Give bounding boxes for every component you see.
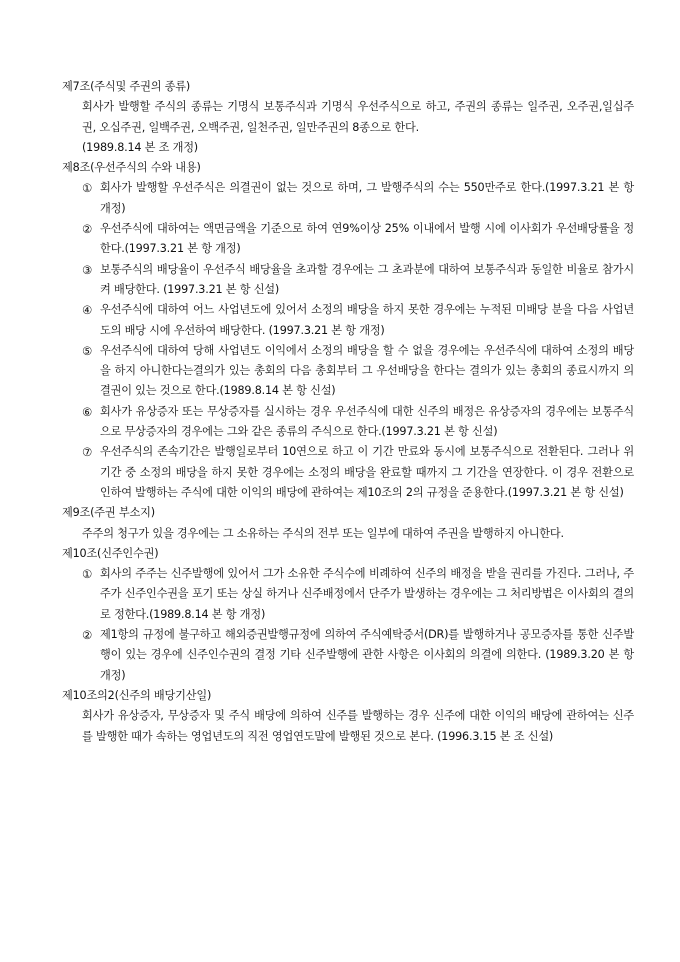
article-10-2 [62, 686, 634, 747]
clause-number: ② [82, 222, 93, 237]
clause-item [82, 402, 634, 443]
clause-number: ⑤ [82, 343, 93, 358]
article-body-text: 회사가 유상증자, 무상증자 및 주식 배당에 의하여 신주를 발행하는 경우 신주에 대한 이익의 배당에 관하여는 신주를 발행한 때가 속하는 영업년도의 직전 영업연도말에 발행된 것으로 본다. (1996.3.15 본 조 신설) [82, 709, 634, 743]
clause-text: 우선주식에 대하여 어느 사업년도에 있어서 소정의 배당을 하지 못한 경우에는 누적된 미배당 분을 다음 사업년도의 배당 시에 우선하여 배당한다. (1997.3.21 본 항 개정) [100, 303, 634, 337]
clause-text: 우선주식의 존속기간은 발행일로부터 10연으로 하고 이 기간 만료와 동시에 보통주식으로 전환된다. 그러나 위 기간 중 소정의 배당을 하지 못한 경우에는 소정의 배당을 완료할 때까지 그 기간을 연장한다. 이 경우 전환으로 인하여 발행하는 주식에 대한 이익의 배당에 관하여는 제10조의 2의 규정을 준용한다.(1997.3.21 본 항 신설) [100, 445, 634, 499]
clause-item [82, 564, 634, 625]
articles-of-incorporation-text [62, 77, 634, 747]
article-body-text: 회사가 발행할 주식의 종류는 기명식 보통주식과 기명식 우선주식으로 하고, 주권의 종류는 일주권, 오주권,일십주권, 오십주권, 일백주권, 오백주권, 일천주권, 일만주권의 8종으로 한다. [82, 100, 634, 134]
article-7 [62, 77, 634, 158]
clause-item [82, 300, 634, 341]
clause-item [82, 625, 634, 686]
clause-number: ③ [82, 262, 93, 277]
clause-text: 보통주식의 배당율이 우선주식 배당율을 초과할 경우에는 그 초과분에 대하여 보통주식과 동일한 비율로 참가시켜 배당한다. (1997.3.21 본 항 신설) [100, 262, 634, 296]
article-heading: 제10조(신주인수권) [62, 546, 159, 560]
clause-item [82, 260, 634, 301]
article-heading: 제7조(주식및 주권의 종류) [62, 80, 191, 93]
clause-text: 우선주식에 대하여 당해 사업년도 이익에서 소정의 배당을 할 수 없을 경우에는 우선주식에 대하여 소정의 배당을 하지 아니한다는결의가 있는 총회의 다음 총회부터 그 우선배당을 한다는 결의가 있는 총회의 종료시까지 의결권이 있는 것으로 한다.(1989.8.14 본 항 신설) [100, 343, 634, 398]
clause-number: ① [82, 567, 93, 582]
clause-text: 우선주식에 대하여는 액면금액을 기준으로 하여 연9%이상 25% 이내에서 발행 시에 이사회가 우선배당률을 정한다.(1997.3.21 본 항 개정) [100, 222, 634, 256]
article-10 [62, 544, 634, 686]
article-heading: 제10조의2(신주의 배당기산일) [62, 688, 212, 702]
clause-number: ① [82, 181, 93, 196]
clause-number: ⑦ [82, 445, 93, 460]
amendment-note: (1989.8.14 본 조 개정) [82, 140, 198, 154]
clause-text: 회사의 주주는 신주발행에 있어서 그가 소유한 주식수에 비례하여 신주의 배정을 받을 권리를 가진다. 그러나, 주주가 신주인수권을 포기 또는 상실 하거나 신주배정에서 단주가 발생하는 경우에는 그 처리방법은 이사회의 결의로 정한다.(1989.8.14 본 항 개정) [100, 567, 634, 621]
clause-text: 제1항의 규정에 불구하고 해외증권발행규정에 의하여 주식예탁증서(DR)를 발행하거나 공모증자를 통한 신주발행이 있는 경우에 신주인수권의 결정 기타 신주발행에 관한 사항은 이사회의 의결에 의한다. (1989.3.20 본 항 개정) [100, 628, 634, 682]
clause-text: 회사가 유상증자 또는 무상증자를 실시하는 경우 우선주식에 대한 신주의 배정은 유상증자의 경우에는 보통주식으로 무상증자의 경우에는 그와 같은 종류의 주식으로 한다.(1997.3.21 본 항 신설) [100, 404, 634, 439]
clause-item [82, 341, 634, 402]
clause-item [82, 178, 634, 219]
article-heading: 제8조(우선주식의 수와 내용) [62, 161, 201, 175]
article-8 [62, 158, 634, 503]
clause-item [82, 442, 634, 503]
clause-item [82, 219, 634, 260]
clause-number: ④ [82, 303, 93, 318]
clause-number: ② [82, 628, 93, 643]
article-9 [62, 503, 634, 544]
article-body [82, 97, 634, 158]
clause-number: ⑥ [82, 404, 93, 419]
article-body-text: 주주의 청구가 있을 경우에는 그 소유하는 주식의 전부 또는 일부에 대하여 주권을 발행하지 아니한다. [82, 526, 564, 540]
clause-text: 회사가 발행할 우선주식은 의결권이 없는 것으로 하며, 그 발행주식의 수는 550만주로 한다.(1997.3.21 본 항 개정) [100, 181, 634, 215]
article-heading: 제9조(주권 부소지) [62, 506, 155, 520]
